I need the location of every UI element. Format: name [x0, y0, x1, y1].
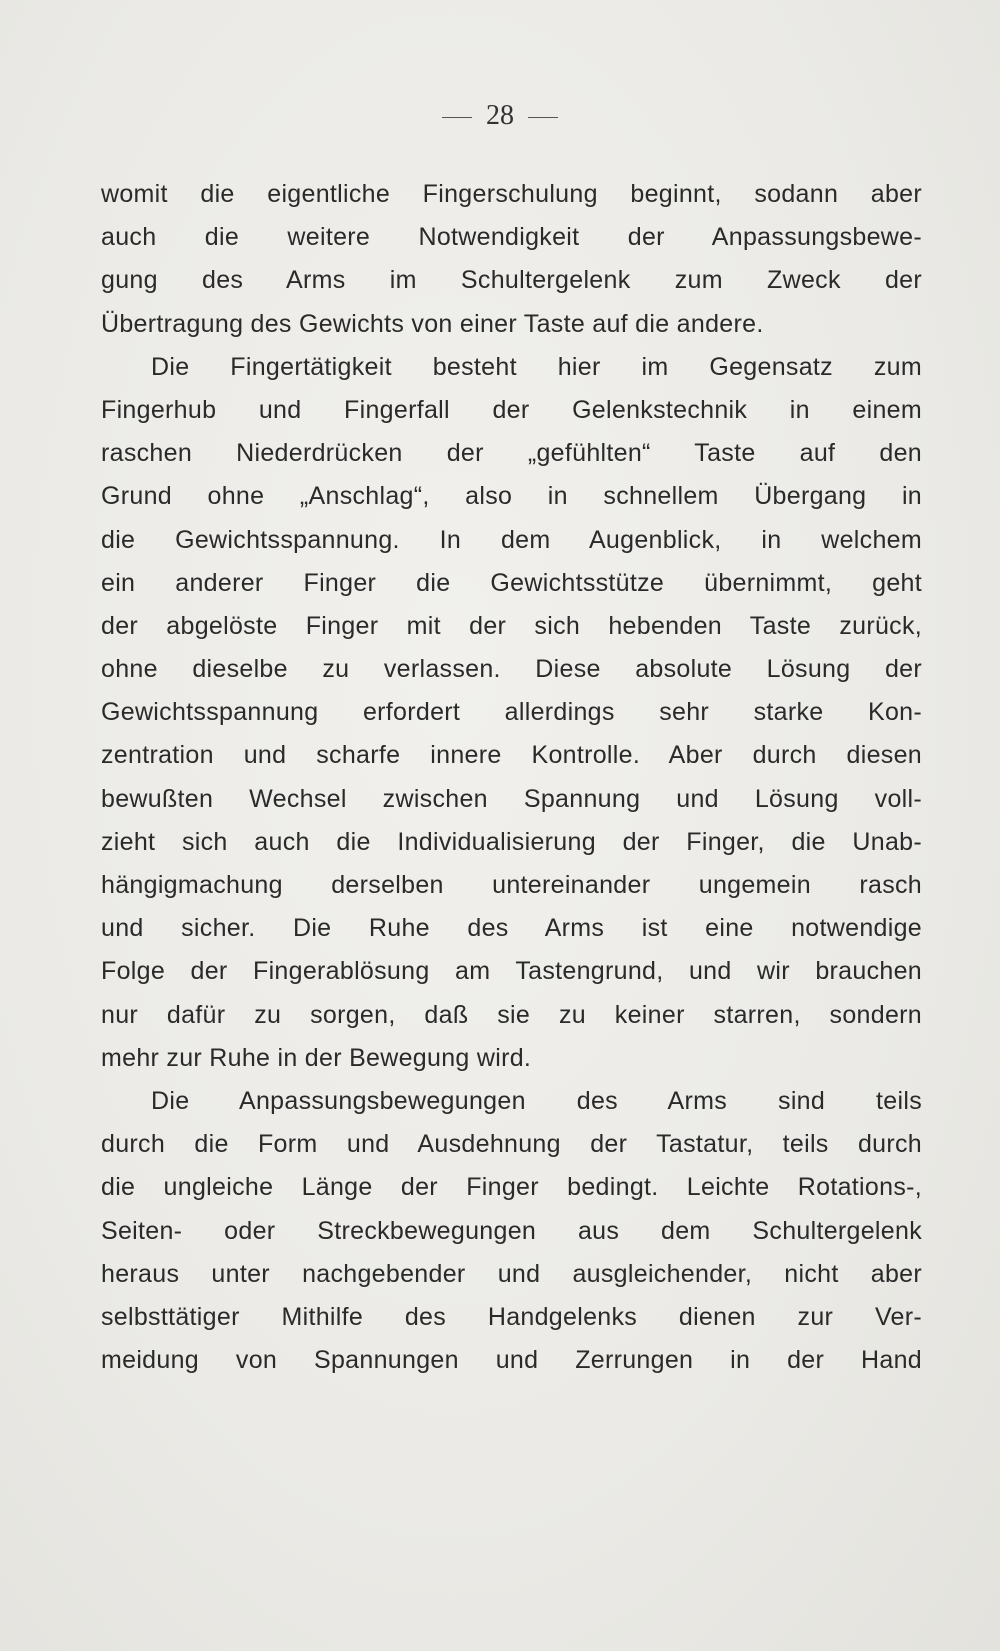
text-line: und sicher. Die Ruhe des Arms ist eine notwendige	[101, 914, 922, 943]
text-line: durch die Form und Ausdehnung der Tastatur, teils durch	[101, 1130, 922, 1159]
text-line: Folge der Fingerablösung am Tastengrund, und wir brauchen	[101, 957, 922, 986]
paragraph-start-line: Die Fingertätigkeit besteht hier im Gegensatz zum	[151, 352, 922, 381]
paragraph-start-line: Die Anpassungsbewegungen des Arms sind teils	[151, 1086, 922, 1115]
text-line: Fingerhub und Fingerfall der Gelenkstechnik in einem	[101, 395, 922, 424]
text-line: gung des Arms im Schultergelenk zum Zweck der	[101, 266, 922, 295]
text-line: mehr zur Ruhe in der Bewegung wird.	[101, 1043, 532, 1072]
text-line: Seiten- oder Streckbewegungen aus dem Schultergelenk	[101, 1216, 922, 1245]
text-line: nur dafür zu sorgen, daß sie zu keiner starren, sondern	[101, 1000, 922, 1029]
text-line: hängigmachung derselben untereinander ungemein rasch	[101, 871, 922, 899]
text-line: meidung von Spannungen und Zerrungen in der Hand	[101, 1346, 922, 1375]
page-header	[0, 100, 1000, 132]
text-line: zentration und scharfe innere Kontrolle. Aber durch diesen	[101, 741, 922, 770]
text-line: zieht sich auch die Individualisierung der Finger, die Unab-	[101, 827, 922, 856]
text-line: der abgelöste Finger mit der sich hebenden Taste zurück,	[101, 611, 922, 640]
text-line: raschen Niederdrücken der „gefühlten“ Taste auf den	[101, 439, 922, 468]
text-line: bewußten Wechsel zwischen Spannung und Lösung voll-	[101, 784, 922, 813]
text-line: heraus unter nachgebender und ausgleichender, nicht aber	[101, 1259, 922, 1288]
text-line: Übertragung des Gewichts von einer Taste auf die andere.	[101, 309, 764, 338]
page-number: 28	[486, 100, 514, 131]
header-dash-left	[442, 117, 472, 118]
page-body-text	[101, 173, 922, 1382]
header-dash-right	[528, 117, 558, 118]
text-line: die Gewichtsspannung. In dem Augenblick, in welchem	[101, 525, 922, 554]
text-line: selbsttätiger Mithilfe des Handgelenks dienen zur Ver-	[101, 1302, 922, 1331]
text-line: ein anderer Finger die Gewichtsstütze übernimmt, geht	[101, 568, 922, 597]
text-line: auch die weitere Notwendigkeit der Anpassungsbewe-	[101, 223, 922, 252]
text-line: die ungleiche Länge der Finger bedingt. Leichte Rotations-,	[101, 1173, 922, 1202]
text-line: Grund ohne „Anschlag“, also in schnellem Übergang in	[101, 482, 922, 511]
text-line: womit die eigentliche Fingerschulung beginnt, sodann aber	[101, 180, 922, 208]
text-line: Gewichtsspannung erfordert allerdings sehr starke Kon-	[101, 698, 922, 727]
text-line: ohne dieselbe zu verlassen. Diese absolute Lösung der	[101, 655, 922, 684]
